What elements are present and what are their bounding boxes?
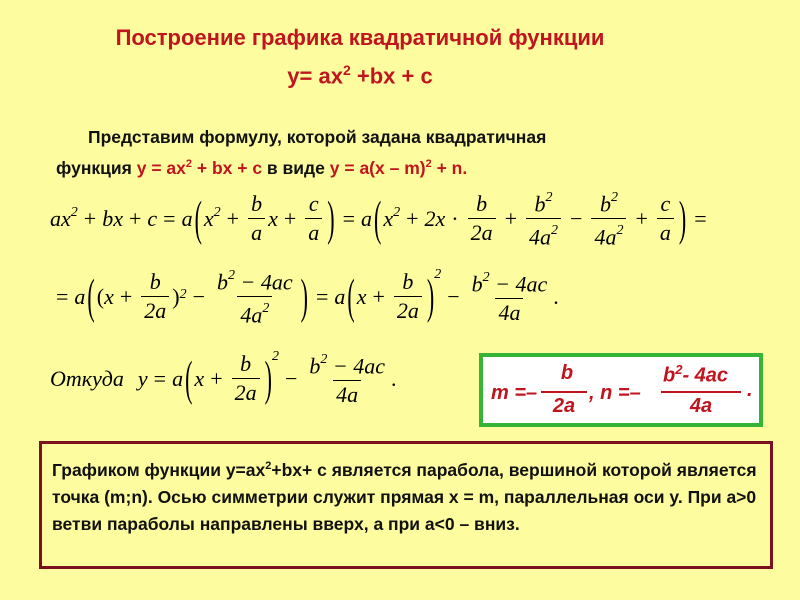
form-part-a: y = a(x – m) [329,157,426,178]
form-part-b: + n. [431,157,468,178]
equation-line-1: $ax^2$ + bx + c = a ( $x^2$ + $\frac{b}{a}$ x + $\frac{c}{a}$ ) = a ( $x^2$ + 2x · $\frac{b}{2a}$ + $\frac{b^2}{4a^2}$ − $\frac{b^2}{4a^2}$ + $\frac{c}{a}$ ) = [50,190,707,250]
n-num-b: b [663,364,676,387]
result-exp: 2 [265,460,272,472]
n-num-rest: - 4ac [682,364,729,387]
func-part-a: y = ax [136,157,186,178]
intro-line-2 [56,151,676,182]
intro-text: функция [56,157,137,178]
result-text-b: +bx+ c является парабола, вершиной которой является точка (m;n). Осью симметрии служит прямая x = m, параллельная оси y. При a>0 ветви параболы направлены вверх, а при a<0 – вниз. [52,459,757,534]
n-numerator [663,362,728,388]
intro-paragraph [56,124,676,182]
title-formula-exp: 2 [342,62,351,78]
n-label: , n =– [589,382,641,404]
title-formula-b: +bx + c [350,63,433,89]
title-line-2 [0,54,720,92]
intro-mid-text: в виде [262,157,330,178]
intro-function-formula [137,158,262,178]
equation-line-2: = a ( ( x + $\frac{b}{2a}$ ) $^2$ − $\frac{b^2 - 4ac}{4a^2}$ ) = a ( x + $\frac{b}{2a}$ ) 2 − $\frac{b^2 - 4ac}{4a}$ . [56,266,559,328]
form-exp: 2 [425,158,432,170]
m-numerator: b [560,362,574,384]
vertex-formula-box [479,353,763,427]
n-num-exp: 2 [675,362,683,377]
equation-line-3: Откуда y = a ( x + $\frac{b}{2a}$ ) 2 − $\frac{b^2 - 4ac}{4a}$ . [50,348,397,408]
otkuda-label: Откуда [50,365,124,391]
m-label: m =– [491,382,538,404]
intro-line-1: Представим формулу, которой задана квадратичная [88,127,547,147]
result-text-a: Графиком функции y=ax [52,459,266,480]
intro-vertex-form [330,158,467,178]
title-line-1: Построение графика квадратичной функции [115,25,605,50]
result-box [39,441,773,569]
slide-title [0,22,720,92]
n-denominator: 4a [689,395,713,417]
m-denominator: 2a [552,395,576,417]
func-part-b: + bx + c [192,157,263,178]
box-end-dot: . [747,379,753,401]
title-formula-a: y= ax [287,63,343,89]
func-exp: 2 [185,158,193,170]
